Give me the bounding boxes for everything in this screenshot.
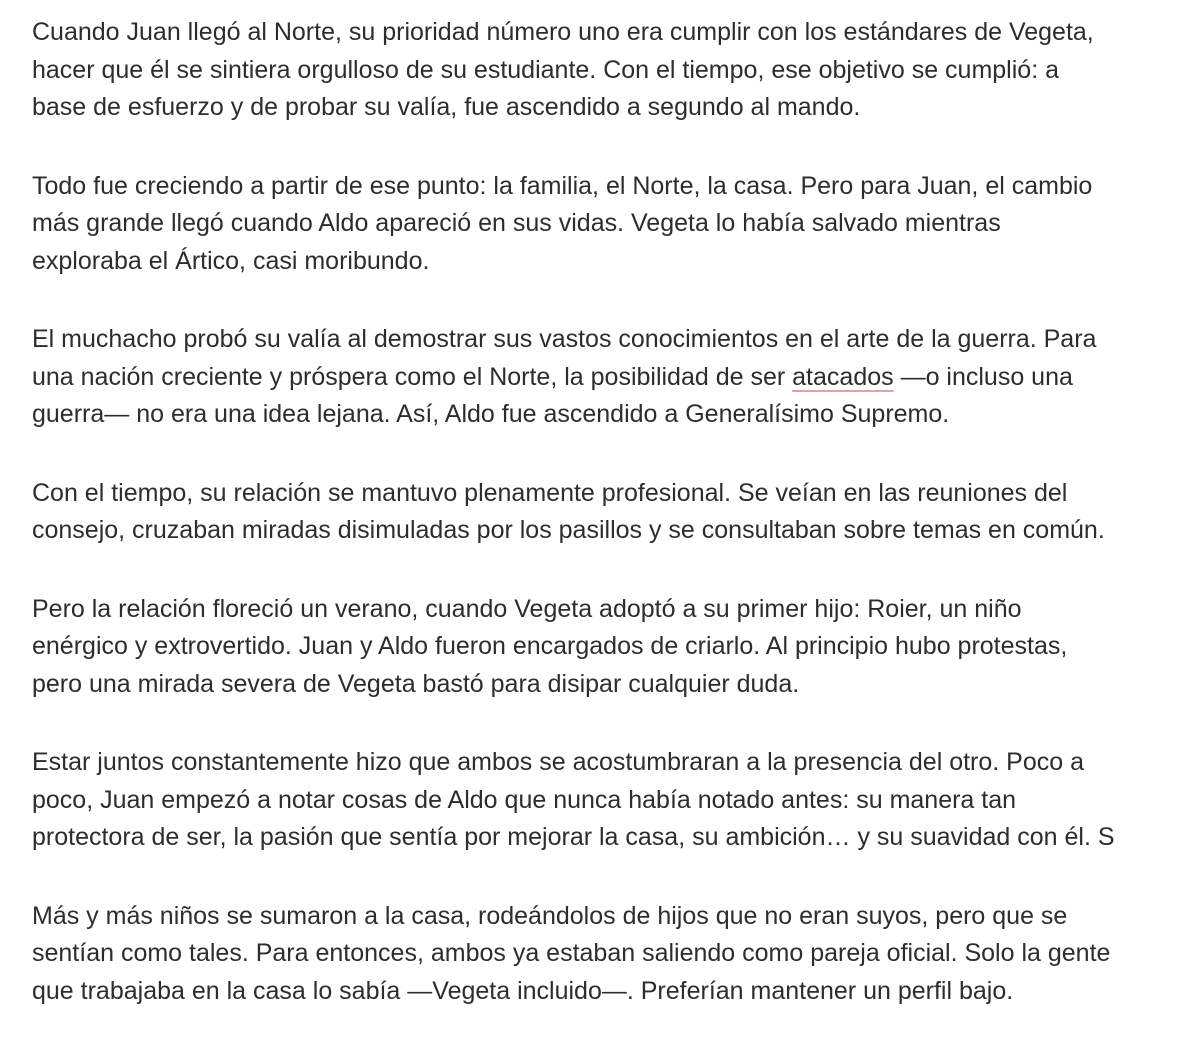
text-line: guerra— no era una idea lejana. Así, Aldo fue ascendido a Generalísimo Supremo. [32, 400, 950, 428]
paragraph-2 [32, 168, 1200, 281]
text-fragment: —o incluso una [893, 362, 1073, 391]
text-line: Pero la relación floreció un verano, cuando Vegeta adoptó a su primer hijo: Roier, un niño [32, 594, 1022, 623]
text-line: exploraba el Ártico, casi moribundo. [32, 246, 430, 275]
text-line: Todo fue creciendo a partir de ese punto: la familia, el Norte, la casa. Pero para Juan, el cambio [32, 171, 1093, 200]
text-line: pero una mirada severa de Vegeta bastó para disipar cualquier duda. [32, 669, 800, 698]
paragraph-5 [32, 591, 1200, 704]
text-line: base de esfuerzo y de probar su valía, fue ascendido a segundo al mando. [32, 93, 861, 121]
text-line: Con el tiempo, su relación se mantuvo plenamente profesional. Se veían en las reuniones del [32, 478, 1068, 507]
text-fragment: una nación creciente y próspera como el Norte, la posibilidad de ser [32, 362, 793, 391]
paragraph-7 [32, 898, 1200, 1011]
paragraph-4 [32, 475, 1200, 550]
paragraph-1 [32, 14, 1200, 127]
text-line: Más y más niños se sumaron a la casa, rodeándolos de hijos que no eran suyos, pero que se [32, 901, 1068, 930]
paragraph-3 [32, 321, 1200, 434]
text-line: enérgico y extrovertido. Juan y Aldo fueron encargados de criarlo. Al principio hubo protestas, [32, 632, 1068, 660]
spellcheck-flagged-word[interactable]: atacados [792, 362, 894, 391]
text-line: poco, Juan empezó a notar cosas de Aldo que nunca había notado antes: su manera tan [32, 785, 1017, 814]
text-line: El muchacho probó su valía al demostrar sus vastos conocimientos en el arte de la guerra. Para [32, 325, 1097, 353]
text-line: protectora de ser, la pasión que sentía por mejorar la casa, su ambición… y su suavidad con él. S [32, 823, 1115, 851]
paragraph-6 [32, 744, 1200, 857]
text-line: hacer que él se sintiera orgulloso de su estudiante. Con el tiempo, ese objetivo se cumplió: a [32, 55, 1059, 84]
text-line: sentían como tales. Para entonces, ambos ya estaban saliendo como pareja oficial. Solo la gente [32, 939, 1111, 967]
text-line: más grande llegó cuando Aldo apareció en sus vidas. Vegeta lo había salvado mientras [32, 209, 1001, 237]
text-line: que trabajaba en la casa lo sabía —Vegeta incluido—. Preferían mantener un perfil bajo. [32, 976, 1014, 1005]
text-line-with-flagged-word [32, 359, 1200, 397]
text-line: Cuando Juan llegó al Norte, su prioridad número uno era cumplir con los estándares de Vegeta, [32, 18, 1094, 46]
text-line: consejo, cruzaban miradas disimuladas por los pasillos y se consultaban sobre temas en común. [32, 516, 1105, 544]
text-line: Estar juntos constantemente hizo que ambos se acostumbraran a la presencia del otro. Poco a [32, 748, 1084, 776]
document-body [32, 14, 1200, 1010]
